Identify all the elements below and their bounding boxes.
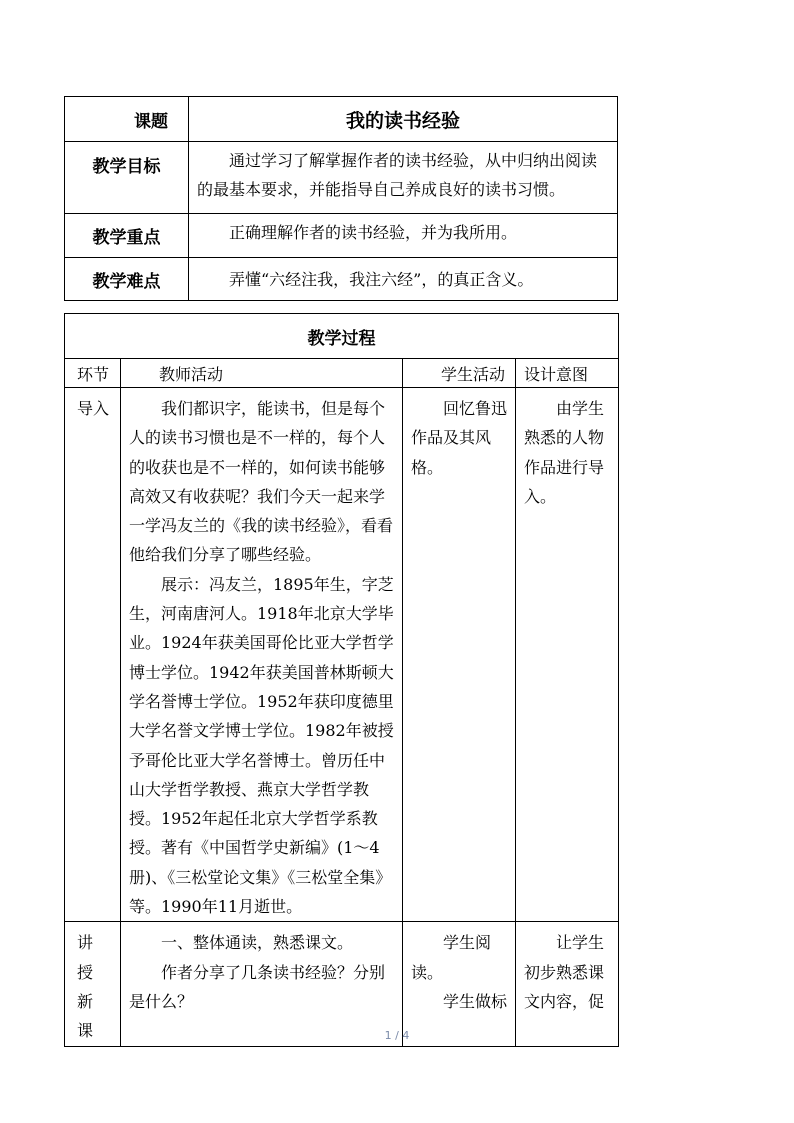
topic-label: 课题 [65, 97, 189, 142]
goal-label: 教学目标 [65, 142, 189, 214]
goal-text: 通过学习了解掌握作者的读书经验，从中归纳出阅读的最基本要求，并能指导自己养成良好的读书习惯。 [189, 142, 618, 214]
teaching-process-table [64, 313, 619, 1047]
table-row [65, 388, 619, 922]
table-row [65, 922, 619, 1046]
difficulty-label: 教学难点 [65, 258, 189, 301]
header-intent: 设计意图 [516, 359, 619, 388]
difficulty-row [65, 258, 618, 301]
column-header-row [65, 359, 619, 388]
stage-new-lesson: 讲授新课 [65, 922, 121, 1046]
teacher-activity [121, 922, 403, 1046]
design-intent: 由学生熟悉的人物作品进行导入。 [516, 388, 619, 922]
goal-row [65, 142, 618, 214]
process-title-row [65, 314, 619, 359]
paragraph: 作者分享了几条读书经验？分别是什么？ [129, 962, 386, 1011]
paragraph: 展示：冯友兰，1895年生，字芝生，河南唐河人。1918年北京大学毕业。1924年获美国哥伦比亚大学哲学博士学位。1942年获美国普林斯顿大学名誉博士学位。1952年获印度德里大学名誉文学博士学位。1982年被授予哥伦比亚大学名誉博士。曾历任中山大学哲学教授、燕京大学哲学教授。1952年起任北京大学哲学系教授。著有《中国哲学史新编》(1～4册)、《三松堂论文集》《三松堂全集》等。1990年11月逝世。 [129, 574, 394, 917]
topic-row [65, 97, 618, 142]
student-activity [403, 922, 516, 1046]
difficulty-text: 弄懂“六经注我，我注六经”，的真正含义。 [189, 258, 618, 301]
paragraph: 学生阅读。 [411, 933, 492, 982]
teacher-activity [121, 388, 403, 922]
header-stage: 环节 [65, 359, 121, 388]
paragraph: 一、整体通读，熟悉课文。 [161, 933, 354, 953]
header-teacher: 教师活动 [121, 359, 403, 388]
design-intent: 让学生初步熟悉课文内容，促 [516, 922, 619, 1046]
focus-label: 教学重点 [65, 214, 189, 258]
process-title: 教学过程 [65, 314, 619, 359]
paragraph: 学生做标 [443, 991, 508, 1011]
lesson-info-table [64, 96, 618, 301]
stage-intro: 导入 [65, 388, 121, 922]
paragraph: 回忆鲁迅作品及其风格。 [411, 399, 508, 477]
student-activity [403, 388, 516, 922]
header-student: 学生活动 [403, 359, 516, 388]
focus-row [65, 214, 618, 258]
page-indicator: 1 / 4 [384, 1029, 410, 1042]
paragraph: 我们都识字，能读书，但是每个人的读书习惯也是不一样的，每个人的收获也是不一样的，如何读书能够高效又有收获呢？我们今天一起来学一学冯友兰的《我的读书经验》，看看他给我们分享了哪些经验。 [129, 399, 394, 565]
lesson-title: 我的读书经验 [189, 97, 618, 142]
focus-text: 正确理解作者的读书经验，并为我所用。 [189, 214, 618, 258]
